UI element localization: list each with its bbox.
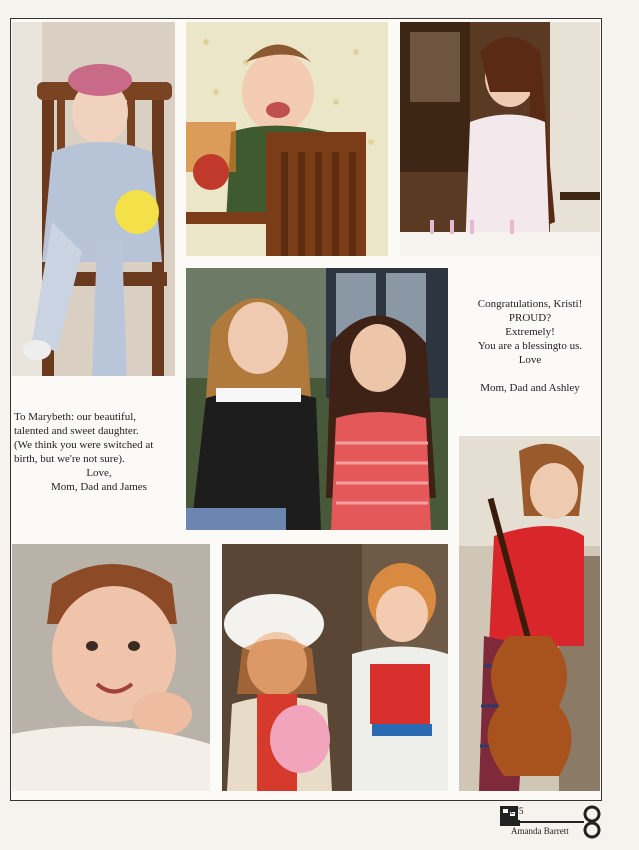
photo-two-teen-girls <box>186 268 448 530</box>
caption-line: (We think you were switched at <box>14 439 154 451</box>
page-number: 275 <box>510 806 524 816</box>
caption-line: Congratulations, Kristi! <box>477 298 583 310</box>
caption-line: Love <box>518 354 542 366</box>
photo-two-children-caboose <box>222 544 448 791</box>
photo-girl-birthday-cake <box>400 22 600 256</box>
caption-line: You are a blessingto us. <box>477 340 583 352</box>
caption-signature-love: Love, <box>86 467 112 479</box>
caption-spacer <box>456 367 604 381</box>
photo-girl-cello <box>459 436 600 791</box>
page-author: Amanda Barrett <box>511 826 569 836</box>
caption-line: talented and sweet daughter. <box>14 425 139 437</box>
photo-toddler-rocking-chair <box>12 22 175 376</box>
caption-marybeth <box>14 410 184 494</box>
photo-smiling-baby <box>12 544 210 791</box>
caption-signature-names: Mom, Dad and Ashley <box>480 382 580 394</box>
caption-line: birth, but we're not sure). <box>14 453 125 465</box>
caption-line: To Marybeth: our beautiful, <box>14 411 137 423</box>
photo-baby-wooden-chair <box>186 22 388 256</box>
caption-line: Extremely! <box>505 326 555 338</box>
caption-signature-names: Mom, Dad and James <box>51 481 147 493</box>
caption-kristi <box>456 297 604 395</box>
caption-line: PROUD? <box>508 312 552 324</box>
